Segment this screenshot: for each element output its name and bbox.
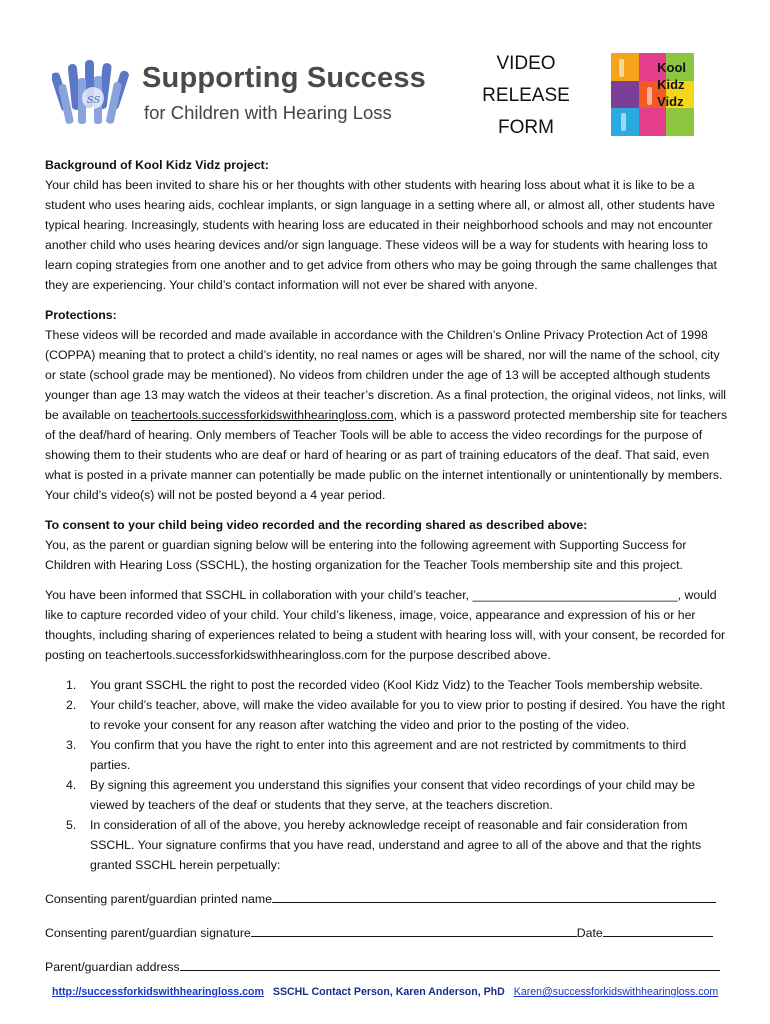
signature-row xyxy=(45,925,713,940)
raised-hands-icon xyxy=(52,58,134,132)
kkv-line: Vidz xyxy=(657,94,684,109)
svg-text:ss: ss xyxy=(87,92,101,107)
informed-paragraph xyxy=(45,585,729,665)
email-link[interactable]: Karen@successforkidswithhearingloss.com xyxy=(513,986,719,998)
agreement-terms-list xyxy=(45,675,729,875)
teacher-name-blank[interactable]: ______________________________ xyxy=(472,588,678,602)
background-heading: Background of Kool Kidz Vidz project: xyxy=(45,158,269,172)
address-row xyxy=(45,959,720,974)
list-item: In consideration of all of the above, you hereby acknowledge receipt of reasonable and fair consideration from SSCHL. Your signature confirms that you have read, understand and agree to all of the above and that the rights granted SSCHL herein perpetually: xyxy=(90,818,702,872)
address-field[interactable] xyxy=(180,959,720,971)
date-label: Date xyxy=(576,926,603,940)
printed-name-label: Consenting parent/guardian printed name xyxy=(45,892,272,906)
kool-kidz-vidz-logo xyxy=(611,53,694,136)
form-title-line: VIDEO xyxy=(496,53,556,74)
kkv-wordmark xyxy=(657,59,686,110)
kkv-line: Kool xyxy=(657,60,686,75)
logo-title: Supporting Success xyxy=(142,62,426,94)
list-item: You confirm that you have the right to enter into this agreement and are not restricted by commitments to third parties. xyxy=(90,738,687,772)
list-item: Your child’s teacher, above, will make the video available for you to view prior to posting if desired. You have the right to revoke your consent for any reason after watching the video and prior to the posting of the video. xyxy=(90,698,726,732)
protections-heading: Protections: xyxy=(45,308,117,322)
informed-text-a: You have been informed that SSCHL in collaboration with your child’s teacher, xyxy=(45,588,473,602)
date-field[interactable] xyxy=(603,925,713,937)
background-paragraph: Your child has been invited to share his or her thoughts with other students with hearing loss about what it is like to be a student who uses hearing aids, cochlear implants, or sign language in a setting where all, or almost all, other students have typical hearing. Increasingly, students with hearing loss are educated in their neighborhood schools and may not encounter another child who uses hearing devices and/or sign language. These videos will be a way for students with hearing loss to learn coping strategies from one another and to get advice from others who may be going through the same challenges that they are experiencing. Your child’s contact information will not ever be shared with anyone. xyxy=(45,178,717,292)
kkv-line: Kidz xyxy=(657,77,685,92)
signature-label: Consenting parent/guardian signature xyxy=(45,926,251,940)
consent-heading: To consent to your child being video recorded and the recording shared as described above: xyxy=(45,518,588,532)
form-body xyxy=(45,155,729,875)
protections-paragraph xyxy=(45,325,729,505)
form-title-line: FORM xyxy=(498,117,554,138)
protections-text-a: These videos will be recorded and made available in accordance with the Children’s Online Privacy Protection Act of 1998 (COPPA) meaning that to protect a child’s identity, no real names or ages will be shared, nor will the name of the school, city or state (school grade may be mentioned). No videos from children under the age of 13 will be accepted although students younger than age 13 may watch the videos at their teacher’s discretion. As a final protection, the original videos, not links, will be available on xyxy=(45,328,727,422)
list-item: You grant SSCHL the right to post the recorded video (Kool Kidz Vidz) to the Teacher Tools membership website. xyxy=(90,678,703,692)
logo-subtitle: for Children with Hearing Loss xyxy=(144,102,392,123)
consent-paragraph: You, as the parent or guardian signing below will be entering into the following agreement with Supporting Success for Children with Hearing Loss (SSCHL), the hosting organization for the Teacher Tools membership site and this project. xyxy=(45,538,687,572)
page-footer xyxy=(52,986,718,998)
printed-name-row xyxy=(45,891,716,906)
teacher-tools-link[interactable]: teachertools.successforkidswithhearingloss.com xyxy=(131,408,394,422)
address-label: Parent/guardian address xyxy=(45,960,180,974)
list-item: By signing this agreement you understand this signifies your consent that video recordings of your child may be viewed by teachers of the deaf or students that they serve, at the teachers discretion. xyxy=(90,778,695,812)
website-link[interactable]: http://successforkidswithhearingloss.com xyxy=(52,986,264,998)
form-title-line: RELEASE xyxy=(482,85,570,106)
signature-field[interactable] xyxy=(251,925,577,937)
supporting-success-logo xyxy=(52,54,468,134)
contact-person: SSCHL Contact Person, Karen Anderson, PhD xyxy=(272,986,505,998)
printed-name-field[interactable] xyxy=(272,891,716,903)
protections-text-b: , which is a password protected membership site for teachers of the deaf/hard of hearing. Only members of Teacher Tools will be able to access the video recordings for the purpose of showing them to their students who are deaf or hard of hearing or as part of training educators of the deaf. That said, even what is posted in a private manner can potentially be made public on the internet intentionally or unintentionally by members. Your child’s video(s) will not be posted beyond a 4 year period. xyxy=(45,408,728,502)
form-title xyxy=(476,48,576,144)
informed-text-b: , would like to capture recorded video of your child. Your child’s likeness, image, voice, appearance and expression of his or her thoughts, including sharing of experiences related to being a student with hearing loss will, with your consent, be recorded for posting on teachertools.successforkidswithhearingloss.com for the purpose described above. xyxy=(45,588,726,662)
